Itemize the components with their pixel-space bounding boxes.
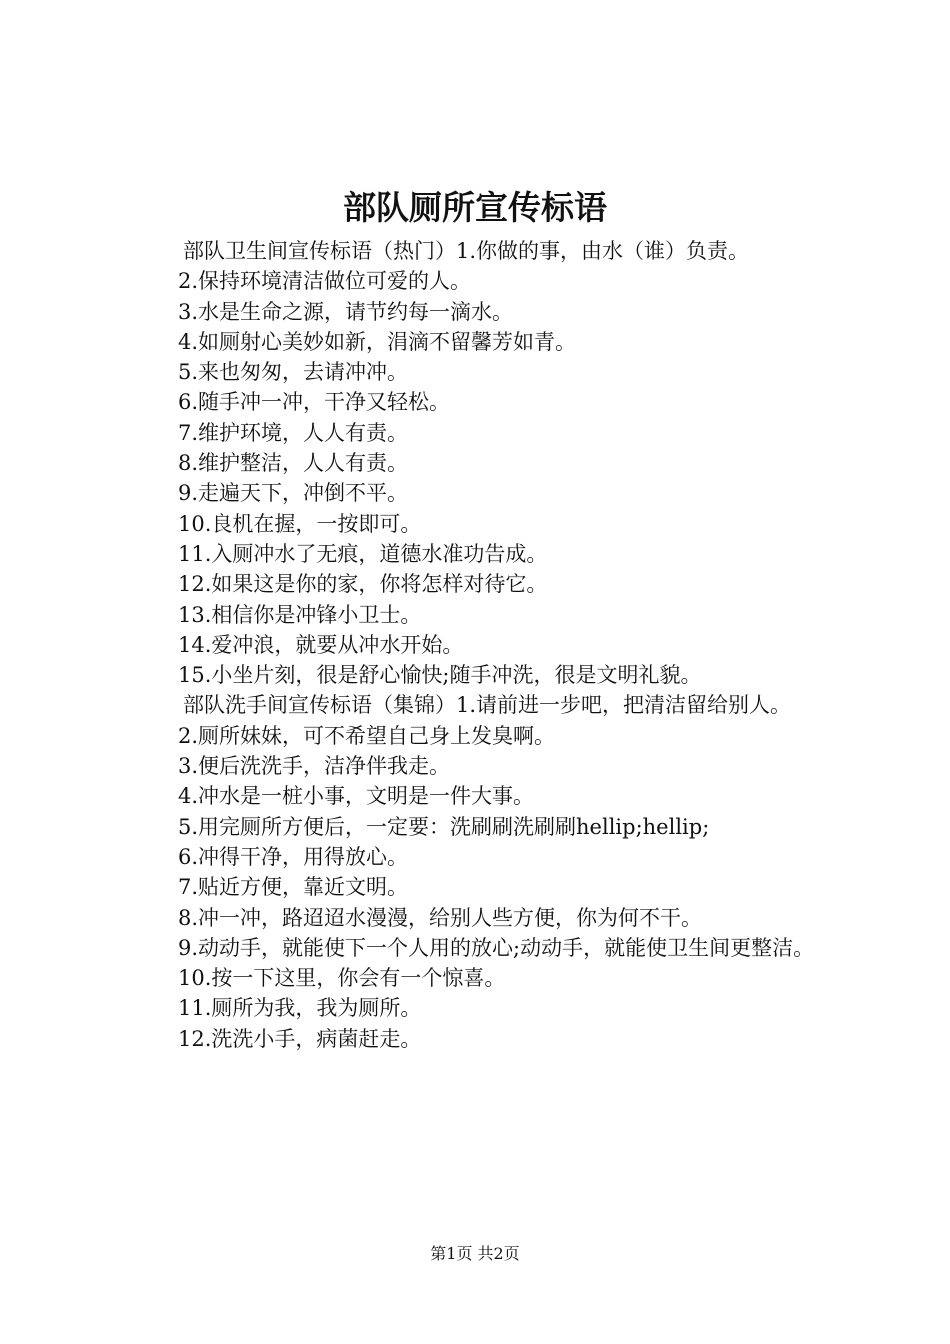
paragraph: 2.保持环境清洁做位可爱的人。 (178, 269, 472, 294)
paragraph: 10.良机在握，一按即可。 (178, 511, 422, 536)
paragraph: 14.爱冲浪，就要从冲水开始。 (178, 632, 464, 657)
paragraph: 2.厕所妹妹，可不希望自己身上发臭啊。 (178, 723, 556, 748)
paragraph: 部队洗手间宣传标语（集锦）1.请前进一步吧，把清洁留给别人。 (183, 693, 792, 718)
paragraph: 10.按一下这里，你会有一个惊喜。 (178, 966, 506, 991)
paragraph: 7.维护环境，人人有责。 (178, 420, 409, 445)
paragraph: 9.走遍天下，冲倒不平。 (178, 481, 409, 506)
paragraph: 5.来也匆匆，去请冲冲。 (178, 360, 409, 385)
document-body (128, 236, 830, 1054)
paragraph: 12.如果这是你的家，你将怎样对待它。 (178, 572, 548, 597)
paragraph: 3.便后洗洗手，洁净伴我走。 (178, 754, 451, 779)
paragraph: 5.用完厕所方便后，一定要：洗刷刷洗刷刷hellip;hellip; (178, 814, 710, 839)
paragraph: 3.水是生命之源，请节约每一滴水。 (178, 299, 514, 324)
paragraph: 11.厕所为我，我为厕所。 (178, 996, 422, 1021)
paragraph: 7.贴近方便，靠近文明。 (178, 875, 409, 900)
paragraph: 6.冲得干净，用得放心。 (178, 844, 409, 869)
document-title: 部队厕所宣传标语 (343, 188, 607, 227)
paragraph: 15.小坐片刻，很是舒心愉快;随手冲洗，很是文明礼貌。 (178, 663, 702, 688)
paragraph: 9.动动手，就能使下一个人用的放心;动动手，就能使卫生间更整洁。 (178, 935, 815, 960)
paragraph: 8.冲一冲，路迢迢水漫漫，给别人些方便，你为何不干。 (178, 905, 703, 930)
paragraph: 4.如厕射心美妙如新，涓滴不留馨芳如青。 (178, 329, 577, 354)
paragraph: 部队卫生间宣传标语（热门）1.你做的事，由水（谁）负责。 (183, 239, 750, 263)
paragraph: 4.冲水是一桩小事，文明是一件大事。 (178, 784, 535, 809)
paragraph: 6.随手冲一冲，干净又轻松。 (178, 390, 451, 415)
paragraph: 8.维护整洁，人人有责。 (178, 451, 409, 476)
page-footer: 第1页 共2页 (430, 1244, 520, 1263)
paragraph: 11.入厕冲水了无痕，道德水准功告成。 (178, 541, 548, 566)
paragraph: 12.洗洗小手，病菌赶走。 (178, 1026, 422, 1051)
paragraph: 13.相信你是冲锋小卫士。 (178, 602, 422, 627)
